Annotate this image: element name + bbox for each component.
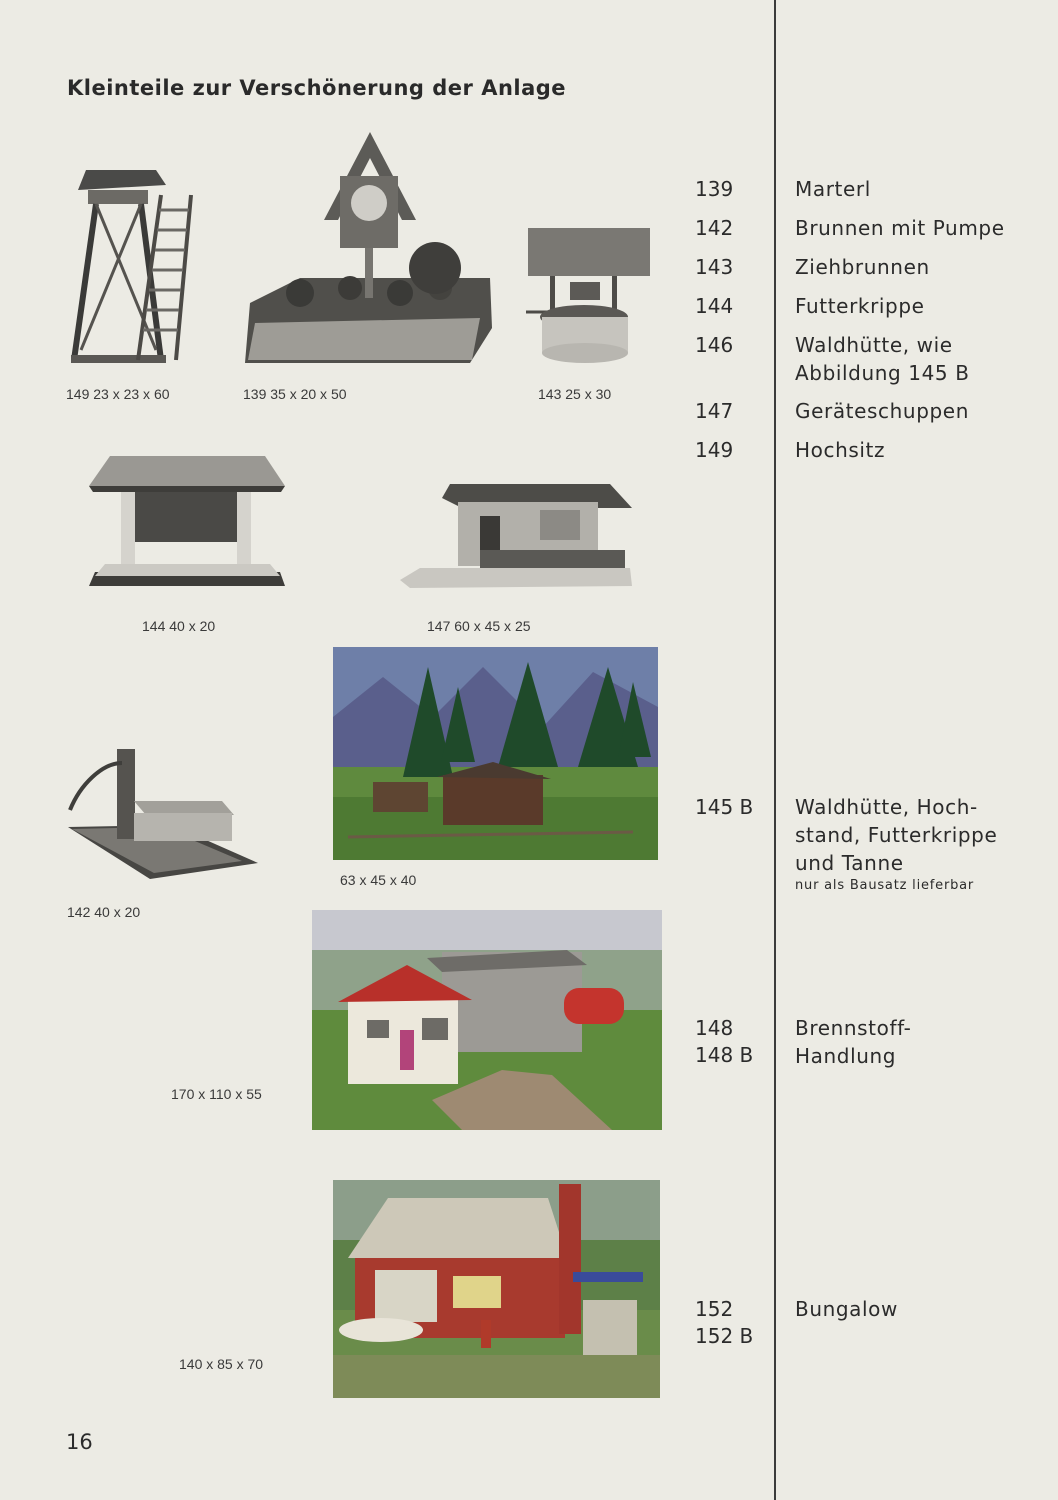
caption-143: 143 25 x 30 (538, 386, 612, 402)
catalog-description: Geräteschuppen (795, 399, 969, 423)
set-description: Brennstoff- (795, 1016, 912, 1040)
brunnen-illustration (62, 745, 262, 885)
set-number: 148 (695, 1016, 734, 1040)
catalog-description: Brunnen mit Pumpe (795, 216, 1005, 240)
set-number: 145 B (695, 795, 754, 819)
marterl-illustration (240, 128, 495, 373)
set-number: 148 B (695, 1043, 754, 1067)
set-description: Handlung (795, 1044, 897, 1068)
catalog-number: 139 (695, 177, 734, 201)
catalog-description: Hochsitz (795, 438, 886, 462)
kit-note: nur als Bausatz lieferbar (795, 878, 975, 893)
caption-149: 149 23 x 23 x 60 (66, 386, 170, 402)
set-number: 152 B (695, 1324, 754, 1348)
set-number: 152 (695, 1297, 734, 1321)
catalog-description: Ziehbrunnen (795, 255, 930, 279)
catalog-description-cont: Abbildung 145 B (795, 361, 970, 385)
catalog-description: Marterl (795, 177, 871, 201)
geraeteschuppen-illustration (400, 480, 635, 592)
caption-142: 142 40 x 20 (67, 904, 141, 920)
page-title: Kleinteile zur Verschönerung der Anlage (67, 76, 567, 100)
catalog-description: Waldhütte, wie (795, 333, 953, 357)
hochsitz-illustration (66, 160, 201, 370)
caption-152: 140 x 85 x 70 (179, 1356, 264, 1372)
brennstoff-handlung-photo (312, 910, 662, 1130)
caption-147: 147 60 x 45 x 25 (427, 618, 531, 634)
page-number: 16 (66, 1430, 93, 1454)
catalog-number: 147 (695, 399, 734, 423)
catalog-number: 149 (695, 438, 734, 462)
caption-144: 144 40 x 20 (142, 618, 216, 634)
set-description: Bungalow (795, 1297, 898, 1321)
waldhuette-set-photo (333, 647, 658, 860)
ziehbrunnen-illustration (520, 222, 655, 367)
bungalow-photo (333, 1180, 660, 1398)
set-description: und Tanne (795, 851, 904, 875)
catalog-number: 144 (695, 294, 734, 318)
column-divider (774, 0, 776, 1500)
set-description: stand, Futterkrippe (795, 823, 998, 847)
caption-139: 139 35 x 20 x 50 (243, 386, 347, 402)
set-description: Waldhütte, Hoch- (795, 795, 978, 819)
catalog-description: Futterkrippe (795, 294, 925, 318)
catalog-number: 143 (695, 255, 734, 279)
caption-148: 170 x 110 x 55 (171, 1086, 262, 1102)
catalog-number: 146 (695, 333, 734, 357)
futterkrippe-illustration (85, 452, 290, 592)
catalog-number: 142 (695, 216, 734, 240)
caption-145b: 63 x 45 x 40 (340, 872, 417, 888)
